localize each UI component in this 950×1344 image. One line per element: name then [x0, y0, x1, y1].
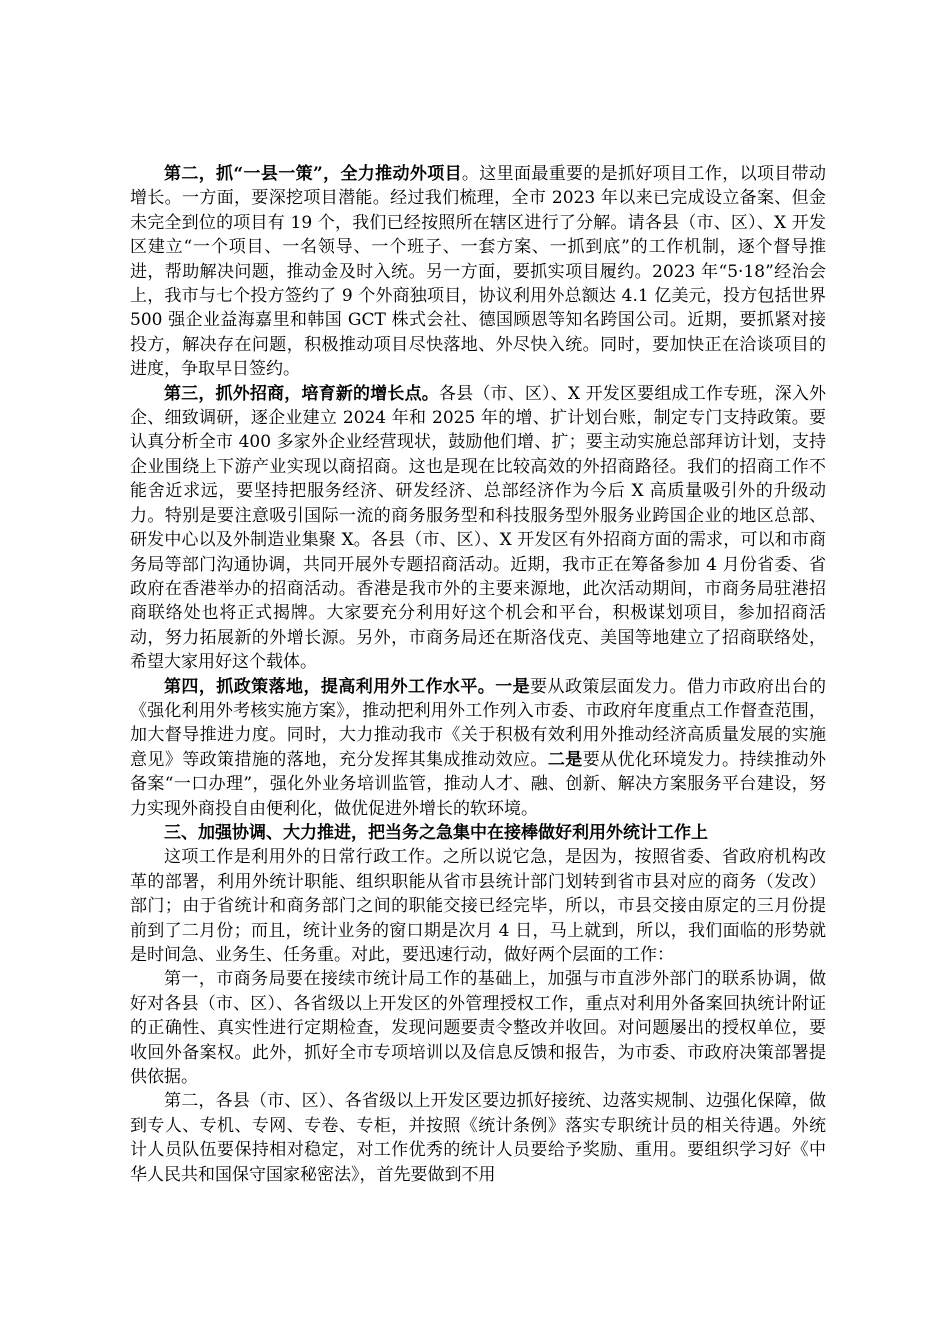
- paragraph-body: 各县（市、区）、X 开发区要组成工作专班，深入外企、细致调研，逐企业建立 2024 年和 2025 年的增、扩计划台账，制定专门支持政策。要认真分析全市 400 多家外企业经营现状，鼓励他们增、扩；要主动实施总部拜访计划，支持企业围绕上下游产业实现以商招商。这也是现在比较高效的外招商路径。我们的招商工作不能舍近求远，要坚持把服务经济、研发经济、总部经济作为今后 X 高质量吸引外的升级动力。特别是要注意吸引国际一流的商务服务型和科技服务型外服务业跨国企业的地区总部、研发中心以及外制造业集聚 X。各县（市、区）、X 开发区有外招商方面的需求，可以和市商务局等部门沟通协调，共同开展外专题招商活动。近期，我市正在筹备参加 4 月份省委、省政府在香港举办的招商活动。香港是我市外的主要来源地，此次活动期间，市商务局驻港招商联络处也将正式揭牌。大家要充分利用好这个机会和平台，积极谋划项目，参加招商活动，努力拓展新的外增长源。另外，市商务局还在斯洛伐克、美国等地建立了招商联络处，希望大家用好这个载体。: [130, 383, 827, 673]
- paragraph-lead: 第四，抓政策落地，提高利用外工作水平。: [164, 676, 496, 697]
- paragraph-investment-attraction: [130, 382, 826, 675]
- document-page: [130, 162, 826, 1187]
- paragraph-body: 。这里面最重要的是抓好项目工作，以项目带动增长。一方面，要深挖项目潜能。经过我们梳理，全市 2023 年以来已完成设立备案、但金未完全到位的项目有 19 个，我们已经按照所在辖区进行了分解。请各县（市、区）、X 开发区建立“一个项目、一名领导、一个班子、一套方案、一抓到底”的工作机制，逐个督导推进，帮助解决问题，推动金及时入统。另一方面，要抓实项目履约。2023 年“5·18”经治会上，我市与七个投方签约了 9 个外商独项目，协议利用外总额达 4.1 亿美元，投方包括世界 500 强企业益海嘉里和韩国 GCT 株式会社、德国顾恩等知名跨国公司。近期，要抓紧对接投方，解决存在问题，积极推动项目尽快落地、外尽快入统。同时，要加快正在洽谈项目的进度，争取早日签约。: [130, 164, 826, 380]
- paragraph-first-level: 第一，市商务局要在接续市统计局工作的基础上，加强与市直涉外部门的联系协调，做好对各县（市、区）、各省级以上开发区的外管理授权工作，重点对利用外备案回执统计附证的正确性、真实性进行定期检查，发现问题要责令整改并收回。对问题屡出的授权单位，要收回外备案权。此外，抓好全市专项培训以及信息反馈和报告，为市委、市政府决策部署提供依据。: [130, 969, 826, 1088]
- paragraph-lead: 第二，抓“一县一策”，全力推动外项目: [164, 164, 462, 184]
- paragraph-second-level: 第二，各县（市、区）、各省级以上开发区要边抓好接统、边落实规制、边强化保障，做到专人、专机、专网、专卷、专柜，并按照《统计条例》落实专职统计员的相关待遇。外统计人员队伍要保持相对稳定，对工作优秀的统计人员要给予奖励、重用。要组织学习好《中华人民共和国保守国家秘密法》，首先要做到不用: [130, 1091, 826, 1185]
- paragraph-project-promotion: [130, 162, 826, 382]
- emphasis-first: 一是: [495, 676, 531, 697]
- paragraph-statistics-intro: 这项工作是利用外的日常行政工作。之所以说它急，是因为，按照省委、省政府机构改革的部署，利用外统计职能、组织职能从省市县统计部门划转到省市县对应的商务（发改）部门；由于省统计和商务部门之间的职能交接已经完毕，所以，市县交接由原定的三月份提前到了二月份；而且，统计业务的窗口期是次月 4 日，马上就到，所以，我们面临的形势就是时间急、业务生、任务重。对此，要迅速行动，做好两个层面的工作：: [130, 847, 826, 965]
- paragraph-body: 要从政策层面发力。借力市政府出台的《强化利用外考核实施方案》，推动把利用外工作列入市委、市政府年度重点工作督查范围，加大督导推进力度。同时，大力推动我市《关于积极有效利用外推动经济高质量发展的实施意见》等政策措施的落地，充分发挥其集成推动效应。: [130, 676, 827, 770]
- paragraph-body: 要从优化环境发力。持续推动外备案“一口办理”，强化外业务培训监管，推动人才、融、创新、解决方案服务平台建设，努力实现外商投自由便利化，做优促进外增长的软环境。: [130, 749, 827, 819]
- paragraph-policy-implementation: [130, 675, 826, 821]
- emphasis-second: 二是: [547, 749, 583, 770]
- section-heading-three: 三、加强协调、大力推进，把当务之急集中在接棒做好利用外统计工作上: [164, 822, 708, 843]
- paragraph-lead: 第三，抓外招商，培育新的增长点。: [164, 383, 439, 404]
